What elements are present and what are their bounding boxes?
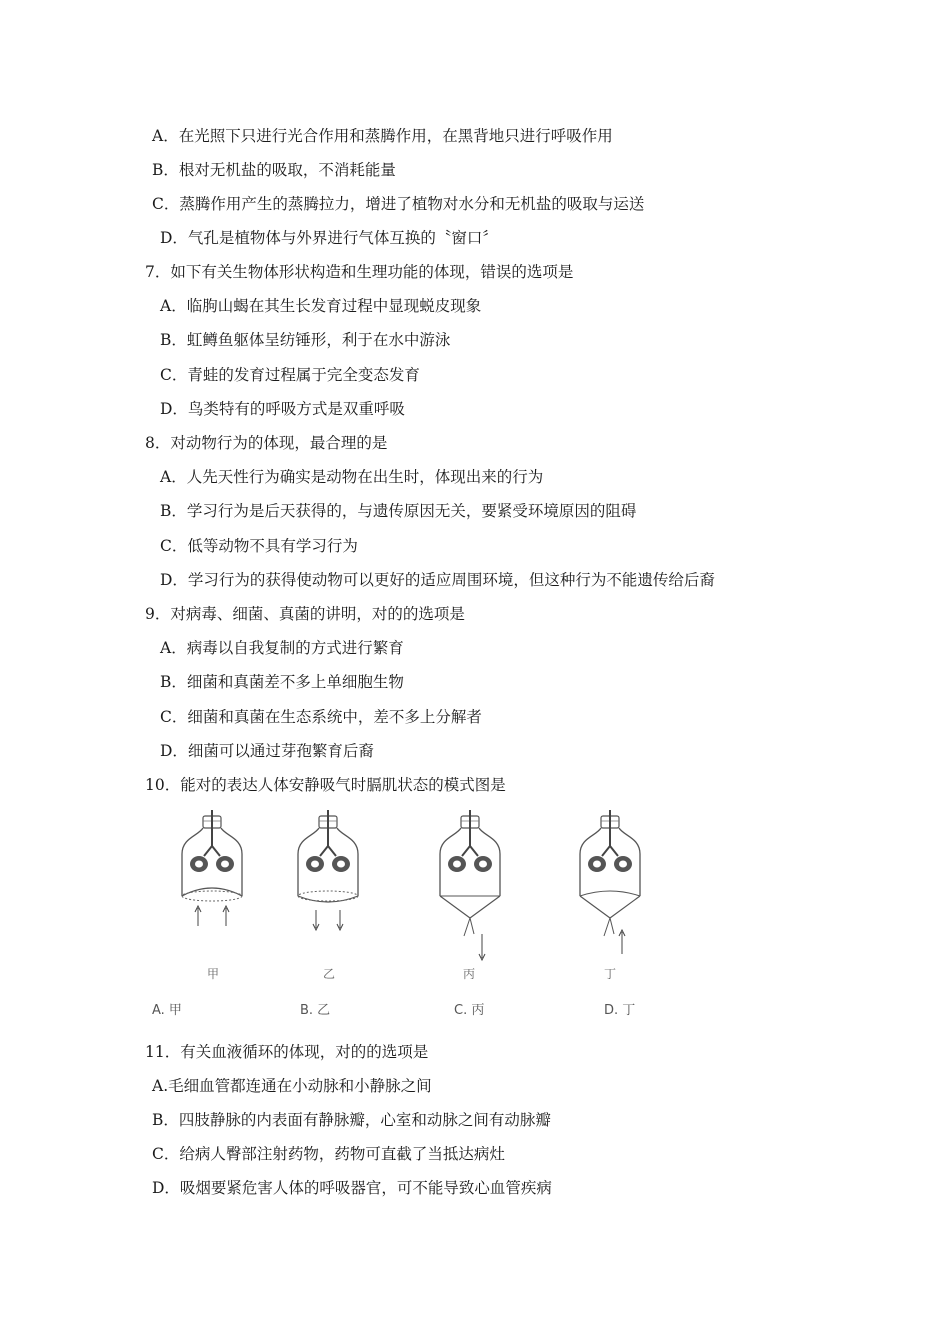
- figure-option-a: A. 甲: [152, 1003, 182, 1018]
- q11-option-a: A.毛细血管都连通在小动脉和小静脉之间: [152, 1077, 432, 1095]
- q7-option-d: D．鸟类特有的呼吸方式是双重呼吸: [160, 400, 405, 418]
- q6-option-a: A．在光照下只进行光合作用和蒸腾作用，在黑背地只进行呼吸作用: [152, 127, 613, 145]
- q6-option-d: D．气孔是植物体与外界进行气体互换的〝窗口〞: [160, 229, 498, 247]
- model-ding: [580, 810, 640, 981]
- q6-option-c: C．蒸腾作用产生的蒸腾拉力，增进了植物对水分和无机盐的吸取与运送: [152, 195, 645, 213]
- figure-option-b: B. 乙: [300, 1003, 331, 1018]
- model-yi: [298, 810, 358, 981]
- q11-option-d: D．吸烟要紧危害人体的呼吸器官，可不能导致心血管疾病: [152, 1179, 552, 1197]
- q9-option-a: A．病毒以自我复制的方式进行繁育: [160, 639, 404, 657]
- caption-bing: 丙: [463, 967, 476, 981]
- q8-option-b: B．学习行为是后天获得的，与遗传原因无关，要紧受环境原因的阻碍: [160, 502, 637, 520]
- q7-option-a: A．临朐山蝎在其生长发育过程中显现蜕皮现象: [160, 297, 482, 315]
- q9-option-c: C．细菌和真菌在生态系统中，差不多上分解者: [160, 708, 482, 726]
- q9-stem: 9．对病毒、细菌、真菌的讲明，对的的选项是: [145, 605, 465, 623]
- caption-ding: 丁: [604, 967, 617, 981]
- model-jia: [182, 810, 242, 981]
- q6-option-b: B．根对无机盐的吸取，不消耗能量: [152, 161, 396, 179]
- q10-stem: 10．能对的表达人体安静吸气时膈肌状态的模式图是: [145, 776, 506, 794]
- q8-option-a: A．人先天性行为确实是动物在出生时，体现出来的行为: [160, 468, 544, 486]
- q11-option-c: C．给病人臀部注射药物，药物可直截了当抵达病灶: [152, 1145, 505, 1163]
- figure-option-d: D. 丁: [604, 1003, 636, 1018]
- bell-jar-models-svg: [140, 808, 680, 1023]
- caption-yi: 乙: [323, 967, 336, 981]
- q7-stem: 7．如下有关生物体形状构造和生理功能的体现，错误的选项是: [145, 263, 574, 281]
- diaphragm-model-figure: [140, 808, 680, 1023]
- caption-jia: 甲: [207, 967, 220, 981]
- q11-stem: 11．有关血液循环的体现，对的的选项是: [145, 1043, 429, 1061]
- q7-option-c: C．青蛙的发育过程属于完全变态发育: [160, 366, 420, 384]
- q11-option-b: B．四肢静脉的内表面有静脉瓣，心室和动脉之间有动脉瓣: [152, 1111, 551, 1129]
- q9-option-b: B．细菌和真菌差不多上单细胞生物: [160, 673, 404, 691]
- figure-option-c: C. 丙: [454, 1003, 485, 1018]
- q8-option-c: C．低等动物不具有学习行为: [160, 537, 358, 555]
- q9-option-d: D．细菌可以通过芽孢繁育后裔: [160, 742, 374, 760]
- q7-option-b: B．虹鳟鱼躯体呈纺锤形，利于在水中游泳: [160, 331, 451, 349]
- model-bing: [440, 810, 500, 981]
- q8-option-d: D．学习行为的获得使动物可以更好的适应周围环境，但这种行为不能遗传给后裔: [160, 571, 715, 589]
- q8-stem: 8．对动物行为的体现，最合理的是: [145, 434, 388, 452]
